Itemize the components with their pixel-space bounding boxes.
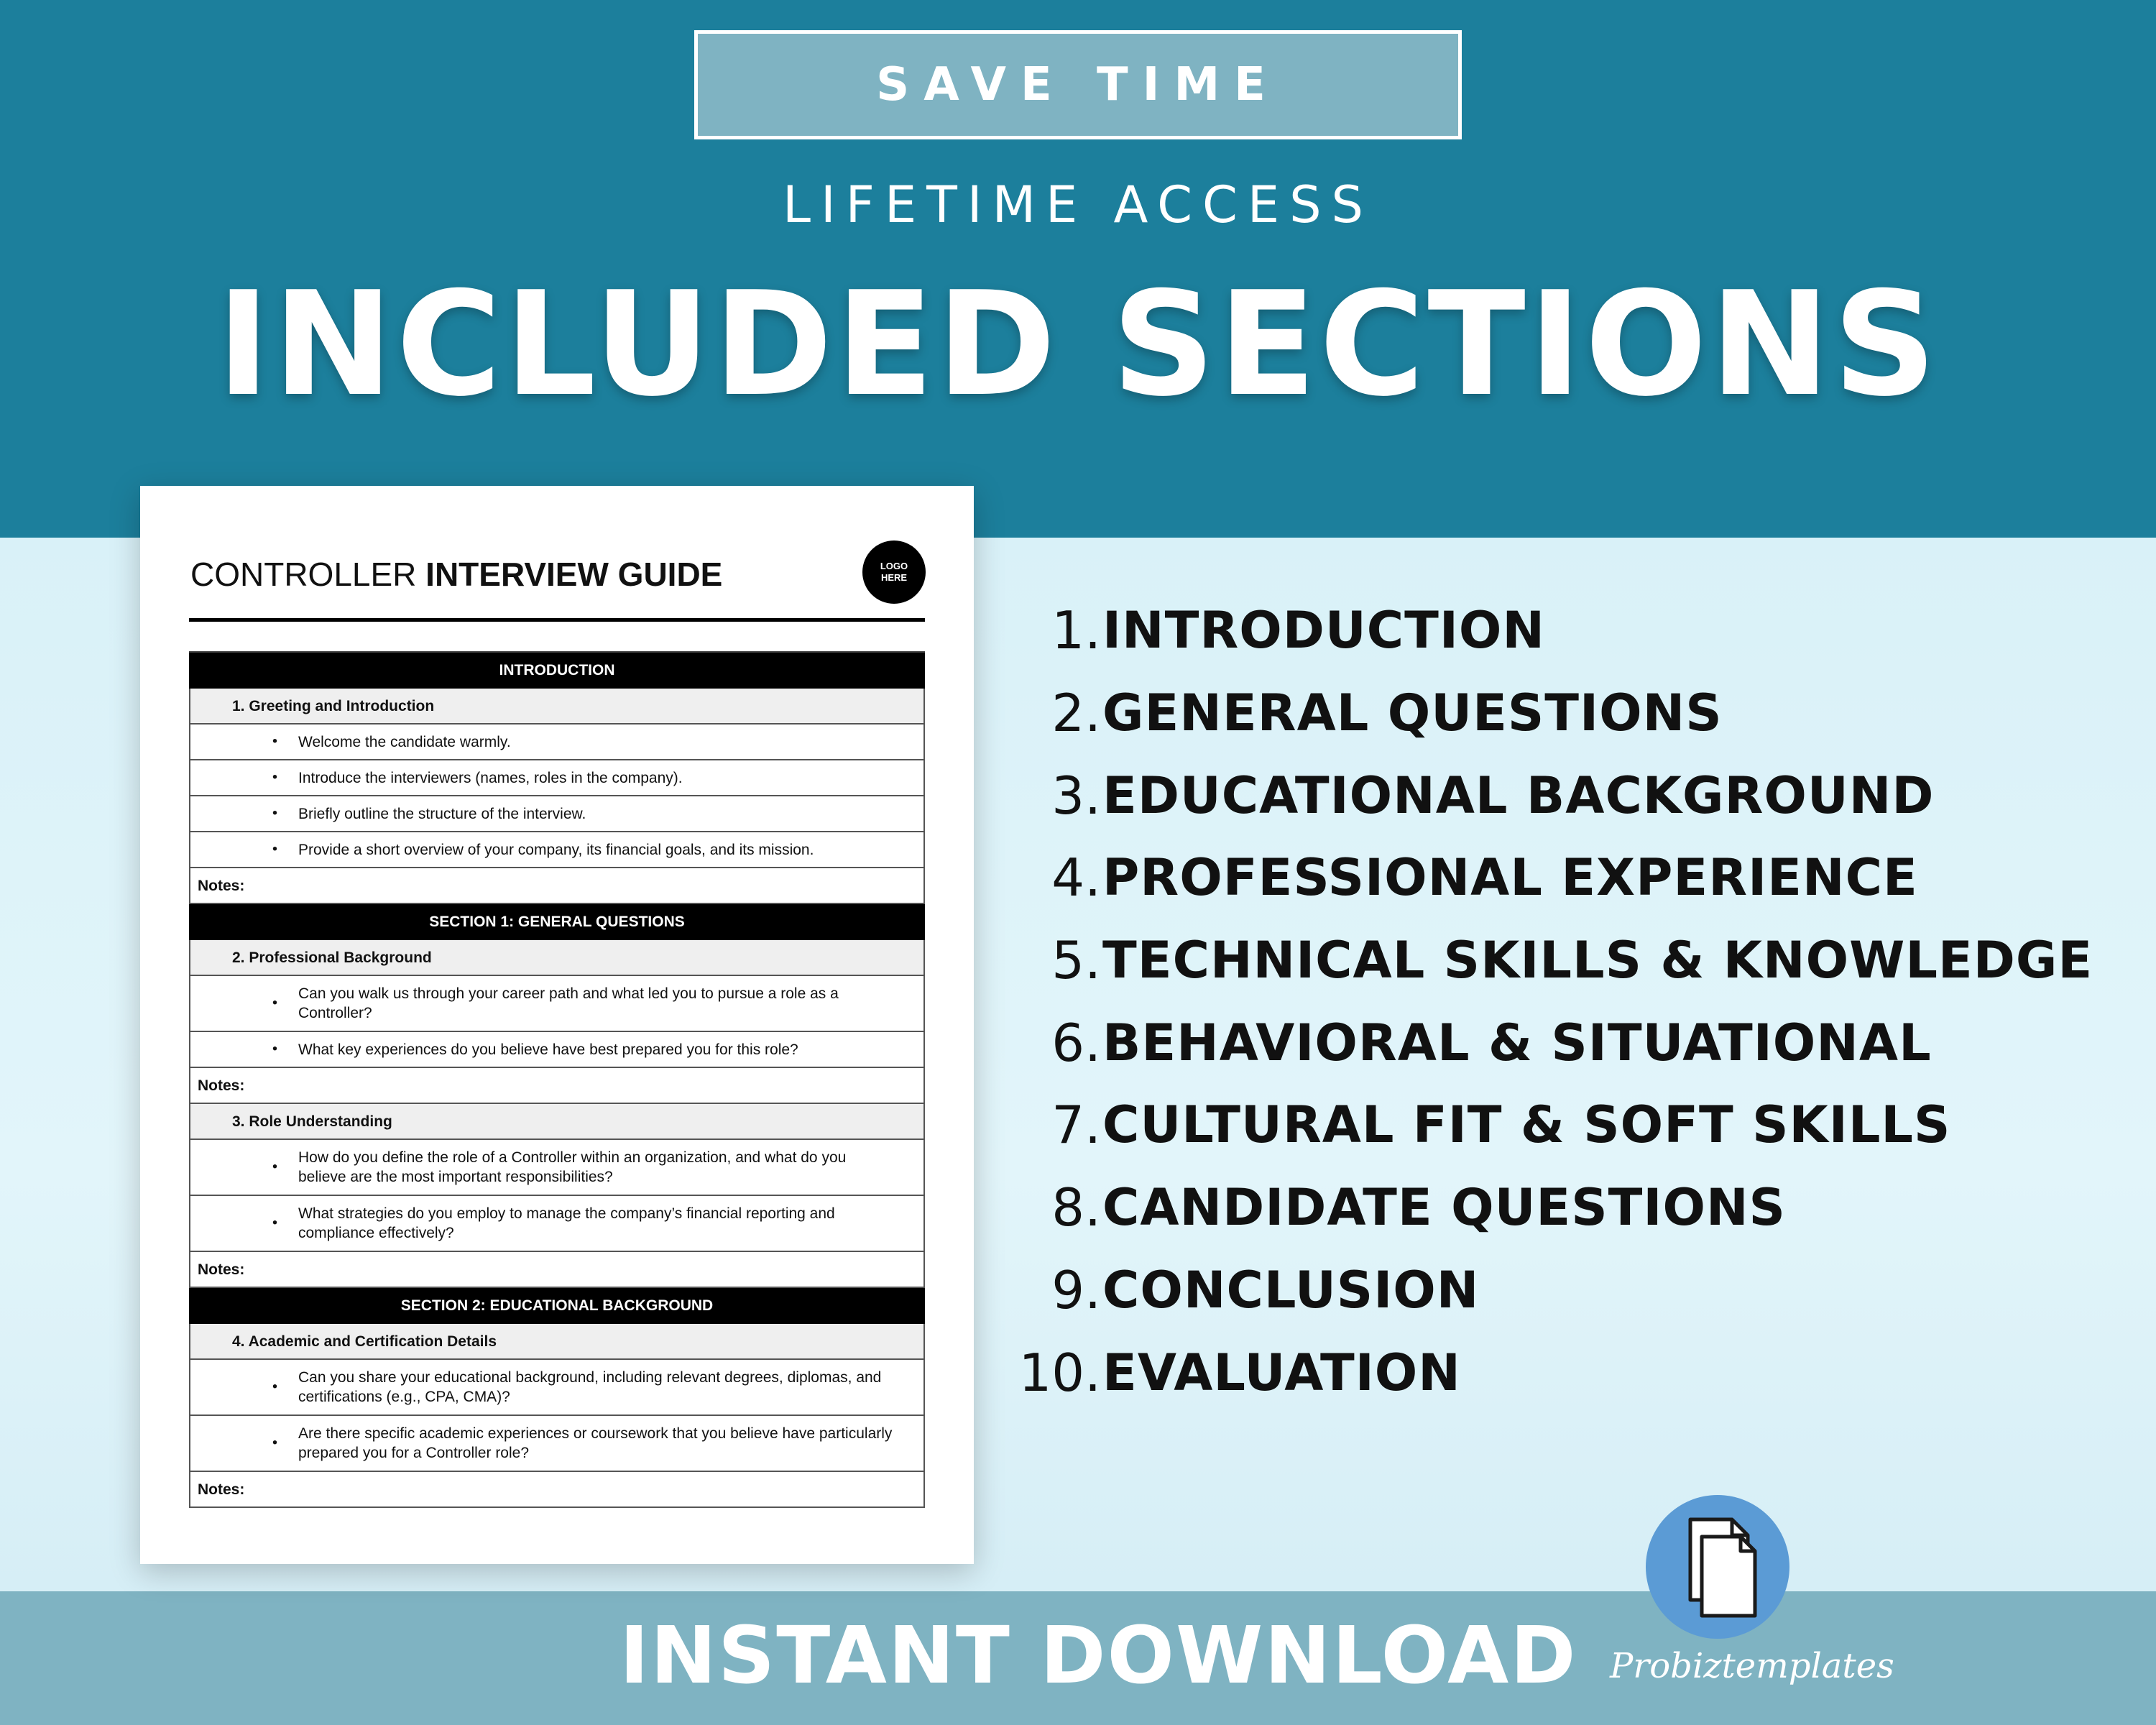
bullet-icon: • xyxy=(272,1041,278,1057)
document-title xyxy=(190,555,722,594)
row-text: Can you walk us through your career path and what led you to pursue a role as a Controller? xyxy=(298,985,839,1021)
row-text: What strategies do you employ to manage the company’s financial reporting and compliance effectively? xyxy=(298,1205,835,1241)
bullet-icon: • xyxy=(272,1379,278,1395)
row-text: Welcome the candidate warmly. xyxy=(298,733,511,750)
section-number: 8. xyxy=(1051,1177,1101,1238)
section-label: GENERAL QUESTIONS xyxy=(1102,684,1723,743)
bullet-icon: • xyxy=(272,1215,278,1231)
bullet-icon: • xyxy=(272,1159,278,1175)
section-label: INTRODUCTION xyxy=(1102,601,1545,661)
section-number: 10. xyxy=(1018,1342,1101,1403)
list-item xyxy=(1006,1331,2127,1414)
logo-line-2: HERE xyxy=(880,572,908,583)
bullet-icon: • xyxy=(272,1435,278,1451)
row-text: How do you define the role of a Controller within an organization, and what do you believe are the most important responsibilities? xyxy=(298,1149,847,1185)
notes-row: Notes: xyxy=(189,868,925,904)
list-item xyxy=(1006,589,2127,672)
bullet-icon: • xyxy=(272,995,278,1011)
list-item xyxy=(1006,672,2127,755)
table-row xyxy=(189,1140,925,1196)
sections-list xyxy=(1006,589,2127,1414)
instant-download-text: INSTANT DOWNLOAD xyxy=(619,1609,1577,1701)
notes-row: Notes: xyxy=(189,1472,925,1508)
save-time-badge xyxy=(694,30,1462,139)
list-item xyxy=(1006,1249,2127,1332)
row-text: Can you share your educational background, including relevant degrees, diplomas, and certifications (e.g., CPA, CMA)? xyxy=(298,1369,882,1405)
table-subheader: 2. Professional Background xyxy=(189,940,925,976)
brand-logo xyxy=(1646,1495,1789,1639)
section-label: TECHNICAL SKILLS & KNOWLEDGE xyxy=(1102,931,2093,990)
table-row xyxy=(189,1416,925,1472)
table-subheader: 4. Academic and Certification Details xyxy=(189,1324,925,1360)
bullet-icon: • xyxy=(272,733,278,750)
table-section-header: SECTION 1: GENERAL QUESTIONS xyxy=(189,904,925,940)
section-number: 3. xyxy=(1051,765,1101,826)
section-number: 4. xyxy=(1051,847,1101,908)
list-item xyxy=(1006,1084,2127,1167)
section-label: CONCLUSION xyxy=(1102,1260,1480,1320)
section-number: 6. xyxy=(1051,1012,1101,1073)
document-preview xyxy=(140,486,974,1564)
notes-row: Notes: xyxy=(189,1252,925,1288)
table-row xyxy=(189,724,925,760)
section-number: 9. xyxy=(1051,1259,1101,1320)
list-item xyxy=(1006,1167,2127,1249)
lifetime-access-text: LIFETIME ACCESS xyxy=(783,175,1373,234)
list-item xyxy=(1006,919,2127,1002)
logo-placeholder xyxy=(862,540,926,604)
bullet-icon: • xyxy=(272,769,278,786)
bullet-icon: • xyxy=(272,841,278,857)
row-text: Introduce the interviewers (names, roles in the company). xyxy=(298,769,683,786)
document-title-light: CONTROLLER xyxy=(190,556,426,593)
list-item xyxy=(1006,754,2127,837)
table-row xyxy=(189,1032,925,1068)
section-label: BEHAVIORAL & SITUATIONAL xyxy=(1102,1013,1932,1072)
table-subheader: 3. Role Understanding xyxy=(189,1104,925,1140)
section-label: CANDIDATE QUESTIONS xyxy=(1102,1178,1786,1238)
row-text: Are there specific academic experiences or coursework that you believe have particularly prepared you for a Controller role? xyxy=(298,1425,893,1461)
table-row xyxy=(189,760,925,796)
table-row xyxy=(189,1196,925,1252)
table-section-header: INTRODUCTION xyxy=(189,653,925,689)
section-number: 2. xyxy=(1051,683,1101,744)
section-number: 7. xyxy=(1051,1095,1101,1156)
section-label: PROFESSIONAL EXPERIENCE xyxy=(1102,848,1918,908)
table-section-header: SECTION 2: EDUCATIONAL BACKGROUND xyxy=(189,1288,925,1324)
row-text: Briefly outline the structure of the interview. xyxy=(298,805,586,822)
table-row xyxy=(189,832,925,868)
headline: INCLUDED SECTIONS xyxy=(216,261,1940,428)
section-number: 1. xyxy=(1051,600,1101,661)
table-row xyxy=(189,1360,925,1416)
list-item xyxy=(1006,837,2127,919)
logo-line-1: LOGO xyxy=(880,561,908,571)
brand-signature: Probiztemplates xyxy=(1610,1646,1894,1686)
notes-row: Notes: xyxy=(189,1068,925,1104)
list-item xyxy=(1006,1001,2127,1084)
row-text: What key experiences do you believe have best prepared you for this role? xyxy=(298,1041,798,1058)
section-label: CULTURAL FIT & SOFT SKILLS xyxy=(1102,1095,1951,1155)
section-label: EDUCATIONAL BACKGROUND xyxy=(1102,765,1935,825)
section-number: 5. xyxy=(1051,930,1101,991)
document-title-bold: INTERVIEW GUIDE xyxy=(425,556,723,593)
bullet-icon: • xyxy=(272,805,278,822)
table-row xyxy=(189,976,925,1032)
interview-table xyxy=(189,651,925,1508)
save-time-text: SAVE TIME xyxy=(876,58,1280,111)
documents-icon xyxy=(1646,1495,1789,1639)
title-divider xyxy=(189,618,925,622)
row-text: Provide a short overview of your company, its financial goals, and its mission. xyxy=(298,841,814,858)
table-subheader: 1. Greeting and Introduction xyxy=(189,689,925,724)
table-row xyxy=(189,796,925,832)
section-label: EVALUATION xyxy=(1102,1343,1461,1402)
